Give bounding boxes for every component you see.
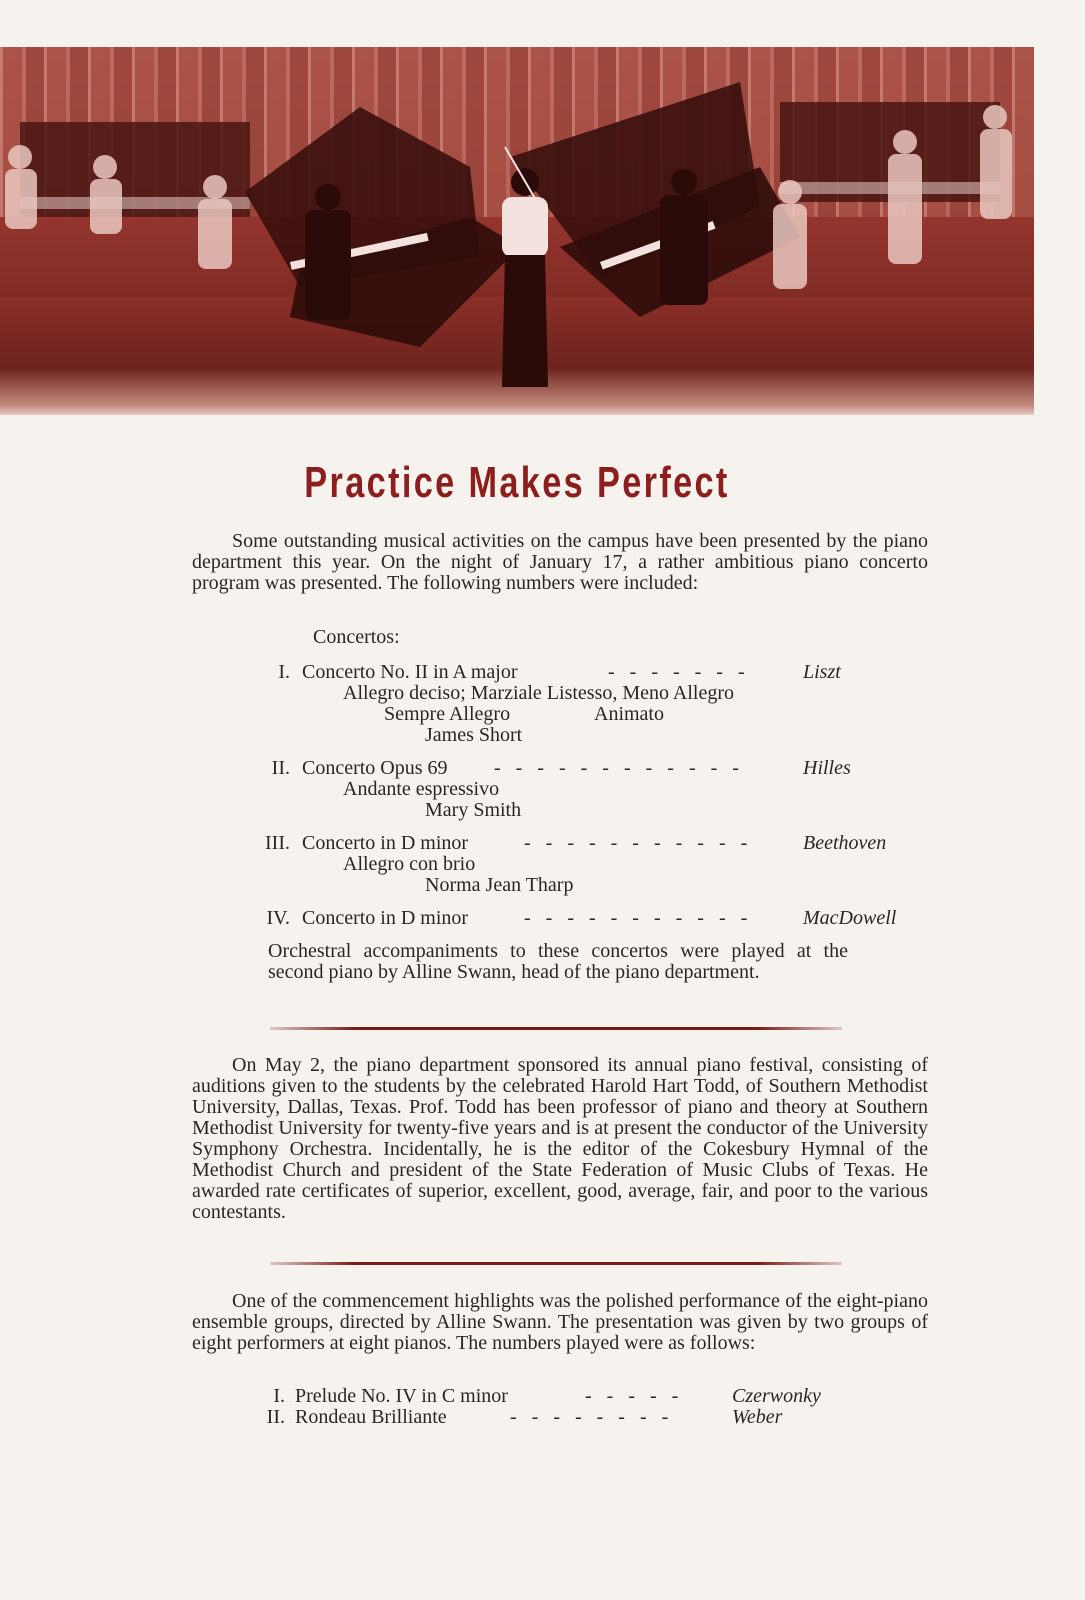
concerto-1-movement-2a: Sempre Allegro [384, 703, 511, 725]
concerto-1-movement: Allegro deciso; Marziale Listesso, Meno Allegro [343, 682, 735, 704]
intro-paragraph: Some outstanding musical activities on the campus have been presented by the piano department this year. On the night of January 17, a rather ambitious piano concerto program was presented. The following numbers were included: [192, 530, 928, 594]
section-divider-1 [270, 1027, 842, 1030]
concerto-2-composer: Hilles [803, 757, 851, 779]
pianos-illustration [0, 47, 1034, 415]
section-divider-2 [270, 1262, 842, 1265]
concerto-3-numeral: III. [265, 832, 290, 854]
concerto-1-performer: James Short [425, 724, 523, 746]
concerto-1-composer: Liszt [803, 661, 841, 683]
commencement-paragraph: One of the commencement highlights was the polished performance of the eight-piano ensemble groups, directed by Alline Swann. The presentation was given by two groups of eight performers at eight pianos. The numbers played were as follows: [192, 1290, 928, 1354]
concerto-1-movement-2b: Animato [594, 703, 664, 725]
concerto-3-composer: Beethoven [803, 832, 887, 854]
concerto-1-numeral: I. [278, 661, 290, 683]
concerto-1-title: Concerto No. II in A major [302, 661, 518, 683]
ensemble-1-composer: Czerwonky [732, 1385, 821, 1407]
page-title: Practice Makes Perfect [304, 458, 730, 507]
concerto-4-title: Concerto in D minor [302, 907, 469, 929]
concerto-2-performer: Mary Smith [425, 799, 522, 821]
concerto-2-numeral: II. [271, 757, 290, 779]
concerto-3-dashes: - - - - - - - - - - - [524, 832, 753, 854]
ensemble-1-title: Prelude No. IV in C minor [295, 1385, 508, 1407]
concerto-3-title: Concerto in D minor [302, 832, 469, 854]
ensemble-2-composer: Weber [732, 1406, 783, 1428]
concerto-4-numeral: IV. [266, 907, 290, 929]
concerto-4-dashes: - - - - - - - - - - - [524, 907, 753, 929]
concerto-3-performer: Norma Jean Tharp [425, 874, 574, 896]
concertos-heading: Concertos: [313, 626, 400, 648]
ensemble-1-numeral: I. [273, 1385, 285, 1407]
ensemble-2-dashes: - - - - - - - - [510, 1406, 674, 1428]
accompaniment-paragraph: Orchestral accompaniments to these concertos were played at the second piano by Alline Swann, head of the piano department. [268, 940, 848, 983]
ensemble-2-title: Rondeau Brilliante [295, 1406, 447, 1428]
festival-paragraph: On May 2, the piano department sponsored its annual piano festival, consisting of auditions given to the students by the celebrated Harold Hart Todd, of Southern Methodist University, Dallas, Texas. Prof. Todd has been professor of piano and theory at Southern Methodist University for twenty-five years and is at present the conductor of the University Symphony Orchestra. Incidentally, he is the editor of the Cokesbury Hymnal of the Methodist Church and president of the State Federation of Music Clubs of Texas. He awarded rate certificates of superior, excellent, good, average, fair, and poor to the various contestants. [192, 1054, 928, 1223]
ensemble-1-dashes: - - - - - [585, 1385, 684, 1407]
concerto-2-dashes: - - - - - - - - - - - - [494, 757, 744, 779]
ensemble-2-numeral: II. [266, 1406, 285, 1428]
ensemble-photo [0, 47, 1034, 415]
concerto-2-movement: Andante espressivo [343, 778, 500, 800]
concerto-4-composer: MacDowell [803, 907, 897, 929]
concerto-3-movement: Allegro con brio [343, 853, 476, 875]
concerto-2-title: Concerto Opus 69 [302, 757, 448, 779]
concerto-1-dashes: - - - - - - - [608, 661, 750, 683]
